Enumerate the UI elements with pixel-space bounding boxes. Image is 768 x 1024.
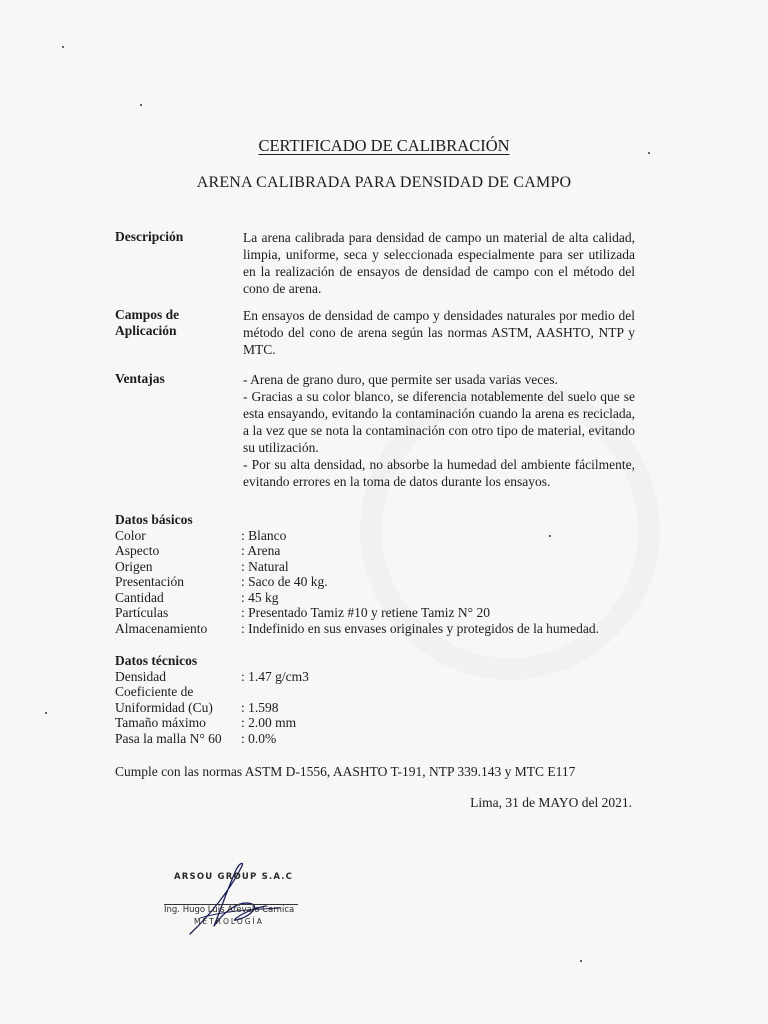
basico-value: : Natural [241, 559, 289, 574]
tecnico-value: : 1.598 [241, 700, 279, 715]
basico-key: Presentación [115, 574, 184, 589]
scan-speck [45, 712, 47, 714]
scan-speck [549, 535, 551, 537]
basico-key: Cantidad [115, 590, 164, 605]
basico-key: Aspecto [115, 543, 160, 558]
place-date: Lima, 31 de MAYO del 2021. [470, 795, 632, 810]
campos-label-line2: Aplicación [115, 323, 177, 338]
basico-value: : Arena [241, 543, 281, 558]
descripcion-text: La arena calibrada para densidad de campo un material de alta calidad, limpia, uniforme, seca y seleccionada especialmente para ser utilizada en la realización de ensayos de densidad de campo con el método del cono de arena. [243, 230, 635, 296]
signature-stamp [160, 860, 340, 940]
tecnico-key: Uniformidad (Cu) [115, 700, 213, 715]
ventajas-label: Ventajas [115, 371, 165, 386]
ventajas-item: - Gracias a su color blanco, se diferencia notablemente del suelo que se esta ensayando, evitando la contaminación cuando la arena es reciclada, a la vez que se nota la contaminación con otro tipo de material, evitando su utilización. [243, 389, 635, 455]
tecnico-value: : 0.0% [241, 731, 277, 746]
tecnico-value: : 2.00 mm [241, 715, 297, 730]
datos-basicos-heading: Datos básicos [115, 512, 193, 527]
document-title: CERTIFICADO DE CALIBRACIÓN [258, 136, 510, 155]
datos-tecnicos-heading: Datos técnicos [115, 653, 198, 668]
basico-value: : Blanco [241, 528, 287, 543]
scan-speck [62, 46, 64, 48]
stamp-role: METROLOGÍA [194, 917, 264, 926]
tecnico-key: Pasa la malla N° 60 [115, 731, 222, 746]
tecnico-value: : 1.47 g/cm3 [241, 669, 309, 684]
descripcion-label: Descripción [115, 229, 184, 244]
basico-key: Origen [115, 559, 153, 574]
basico-key: Almacenamiento [115, 621, 208, 636]
compliance-statement: Cumple con las normas ASTM D-1556, AASHTO T-191, NTP 339.143 y MTC E117 [115, 764, 576, 779]
basico-key: Partículas [115, 605, 169, 620]
campos-label-line1: Campos de [115, 307, 180, 322]
scan-speck [140, 104, 142, 106]
document-subtitle: ARENA CALIBRADA PARA DENSIDAD DE CAMPO [196, 174, 572, 191]
ventajas-item: - Por su alta densidad, no absorbe la humedad del ambiente fácilmente, evitando errores en la toma de datos durante los ensayos. [243, 457, 635, 489]
tecnico-key: Coeficiente de [115, 684, 194, 699]
basico-value: : Indefinido en sus envases originales y protegidos de la humedad. [241, 621, 600, 636]
stamp-company: ARSOU GROUP S.A.C [174, 872, 294, 882]
basico-value: : Saco de 40 kg. [241, 574, 328, 589]
basico-value: : 45 kg [241, 590, 279, 605]
tecnico-key: Tamaño máximo [115, 715, 206, 730]
ventajas-item: - Arena de grano duro, que permite ser usada varias veces. [243, 372, 558, 387]
basico-value: : Presentado Tamiz #10 y retiene Tamiz N° 20 [241, 605, 490, 620]
stamp-name: Ing. Hugo Luis Arévalo Carnica [164, 905, 295, 915]
scan-speck [580, 960, 582, 962]
basico-key: Color [115, 528, 146, 543]
tecnico-key: Densidad [115, 669, 166, 684]
campos-text: En ensayos de densidad de campo y densidades naturales por medio del método del cono de arena según las normas ASTM, AASHTO, NTP y MTC. [243, 308, 635, 357]
ventajas-list [243, 371, 635, 490]
